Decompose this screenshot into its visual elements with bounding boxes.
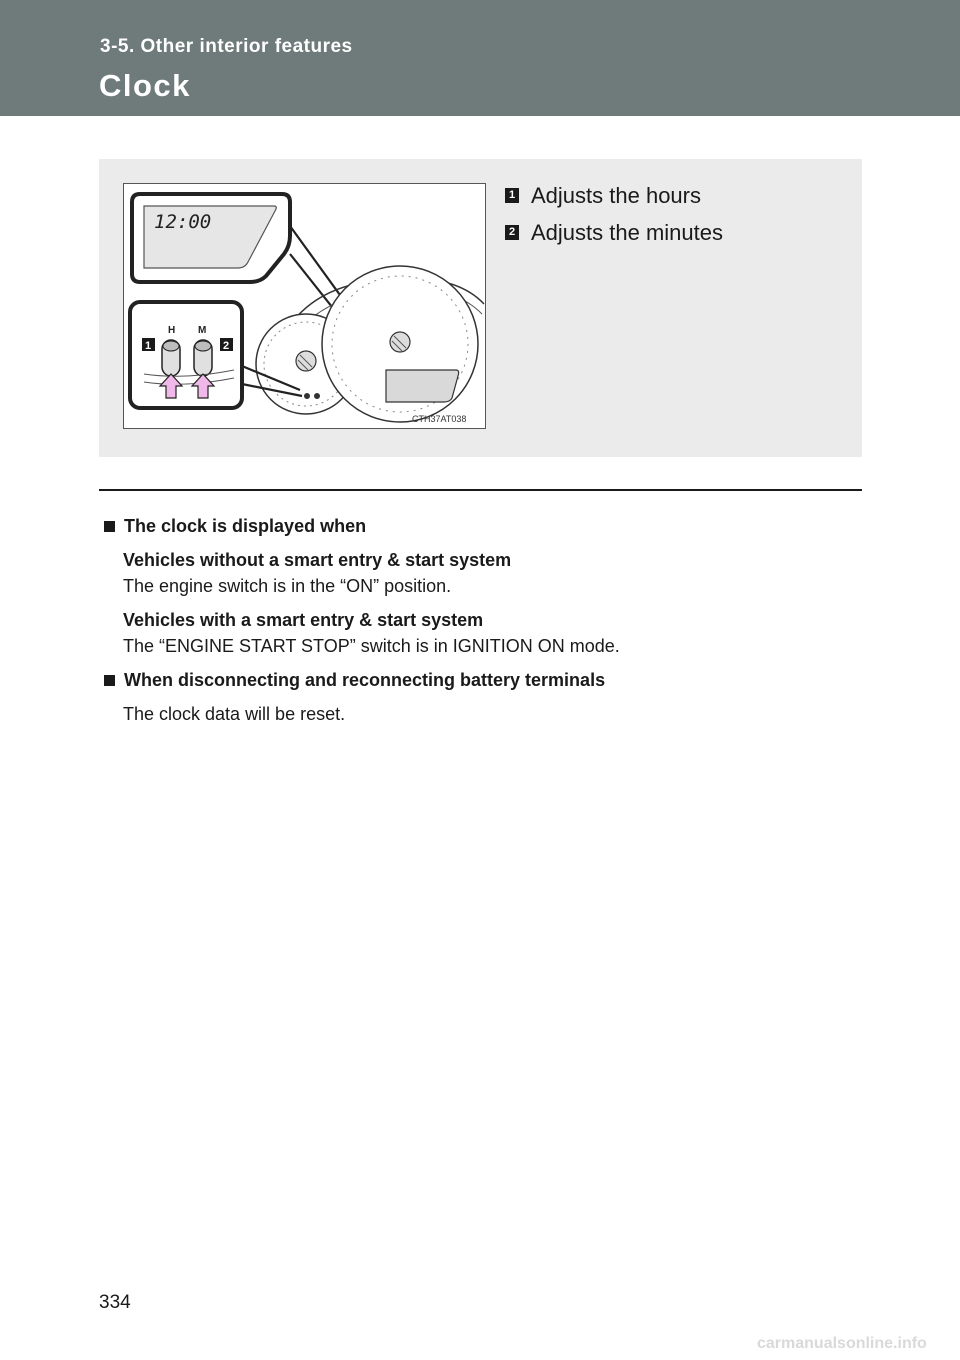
watermark: carmanualsonline.info <box>757 1335 927 1352</box>
figure-panel <box>99 159 862 457</box>
legend-item <box>505 177 723 214</box>
legend-text: Adjusts the hours <box>531 182 701 208</box>
section-divider <box>99 489 862 491</box>
note-heading-text: When disconnecting and reconnecting battery terminals <box>124 670 606 690</box>
note-heading <box>104 670 864 691</box>
note-body <box>123 550 864 657</box>
minute-button-label: M <box>198 325 207 336</box>
section-label: 3-5. Other interior features <box>100 36 353 57</box>
legend-text: Adjusts the minutes <box>531 219 723 245</box>
callout-number-2: 2 <box>223 340 230 352</box>
figure-code: CTH37AT038 <box>412 414 467 424</box>
square-bullet-icon <box>104 675 115 686</box>
legend-number: 2 <box>505 225 519 240</box>
page-header <box>0 0 960 116</box>
note-body <box>123 704 864 725</box>
figure-legend <box>505 177 723 251</box>
note-heading <box>104 516 864 537</box>
clock-display-time: 12:00 <box>154 211 212 233</box>
callout-number-1: 1 <box>145 340 152 352</box>
legend-item <box>505 214 723 251</box>
square-bullet-icon <box>104 521 115 532</box>
note-heading-text: The clock is displayed when <box>124 516 367 536</box>
page-number: 334 <box>99 1292 131 1313</box>
notes-section <box>104 516 864 738</box>
cluster-drawing <box>124 184 485 428</box>
note-subheading: Vehicles with a smart entry & start system <box>123 610 484 630</box>
note-subheading: Vehicles without a smart entry & start system <box>123 550 512 570</box>
instrument-cluster-illustration <box>123 183 486 429</box>
hour-button-label: H <box>168 325 176 336</box>
legend-number: 1 <box>505 188 519 203</box>
note-text: The “ENGINE START STOP” switch is in IGNITION ON mode. <box>123 636 620 656</box>
note-text: The clock data will be reset. <box>123 704 346 724</box>
page-title: Clock <box>99 68 191 103</box>
note-text: The engine switch is in the “ON” position. <box>123 576 452 596</box>
